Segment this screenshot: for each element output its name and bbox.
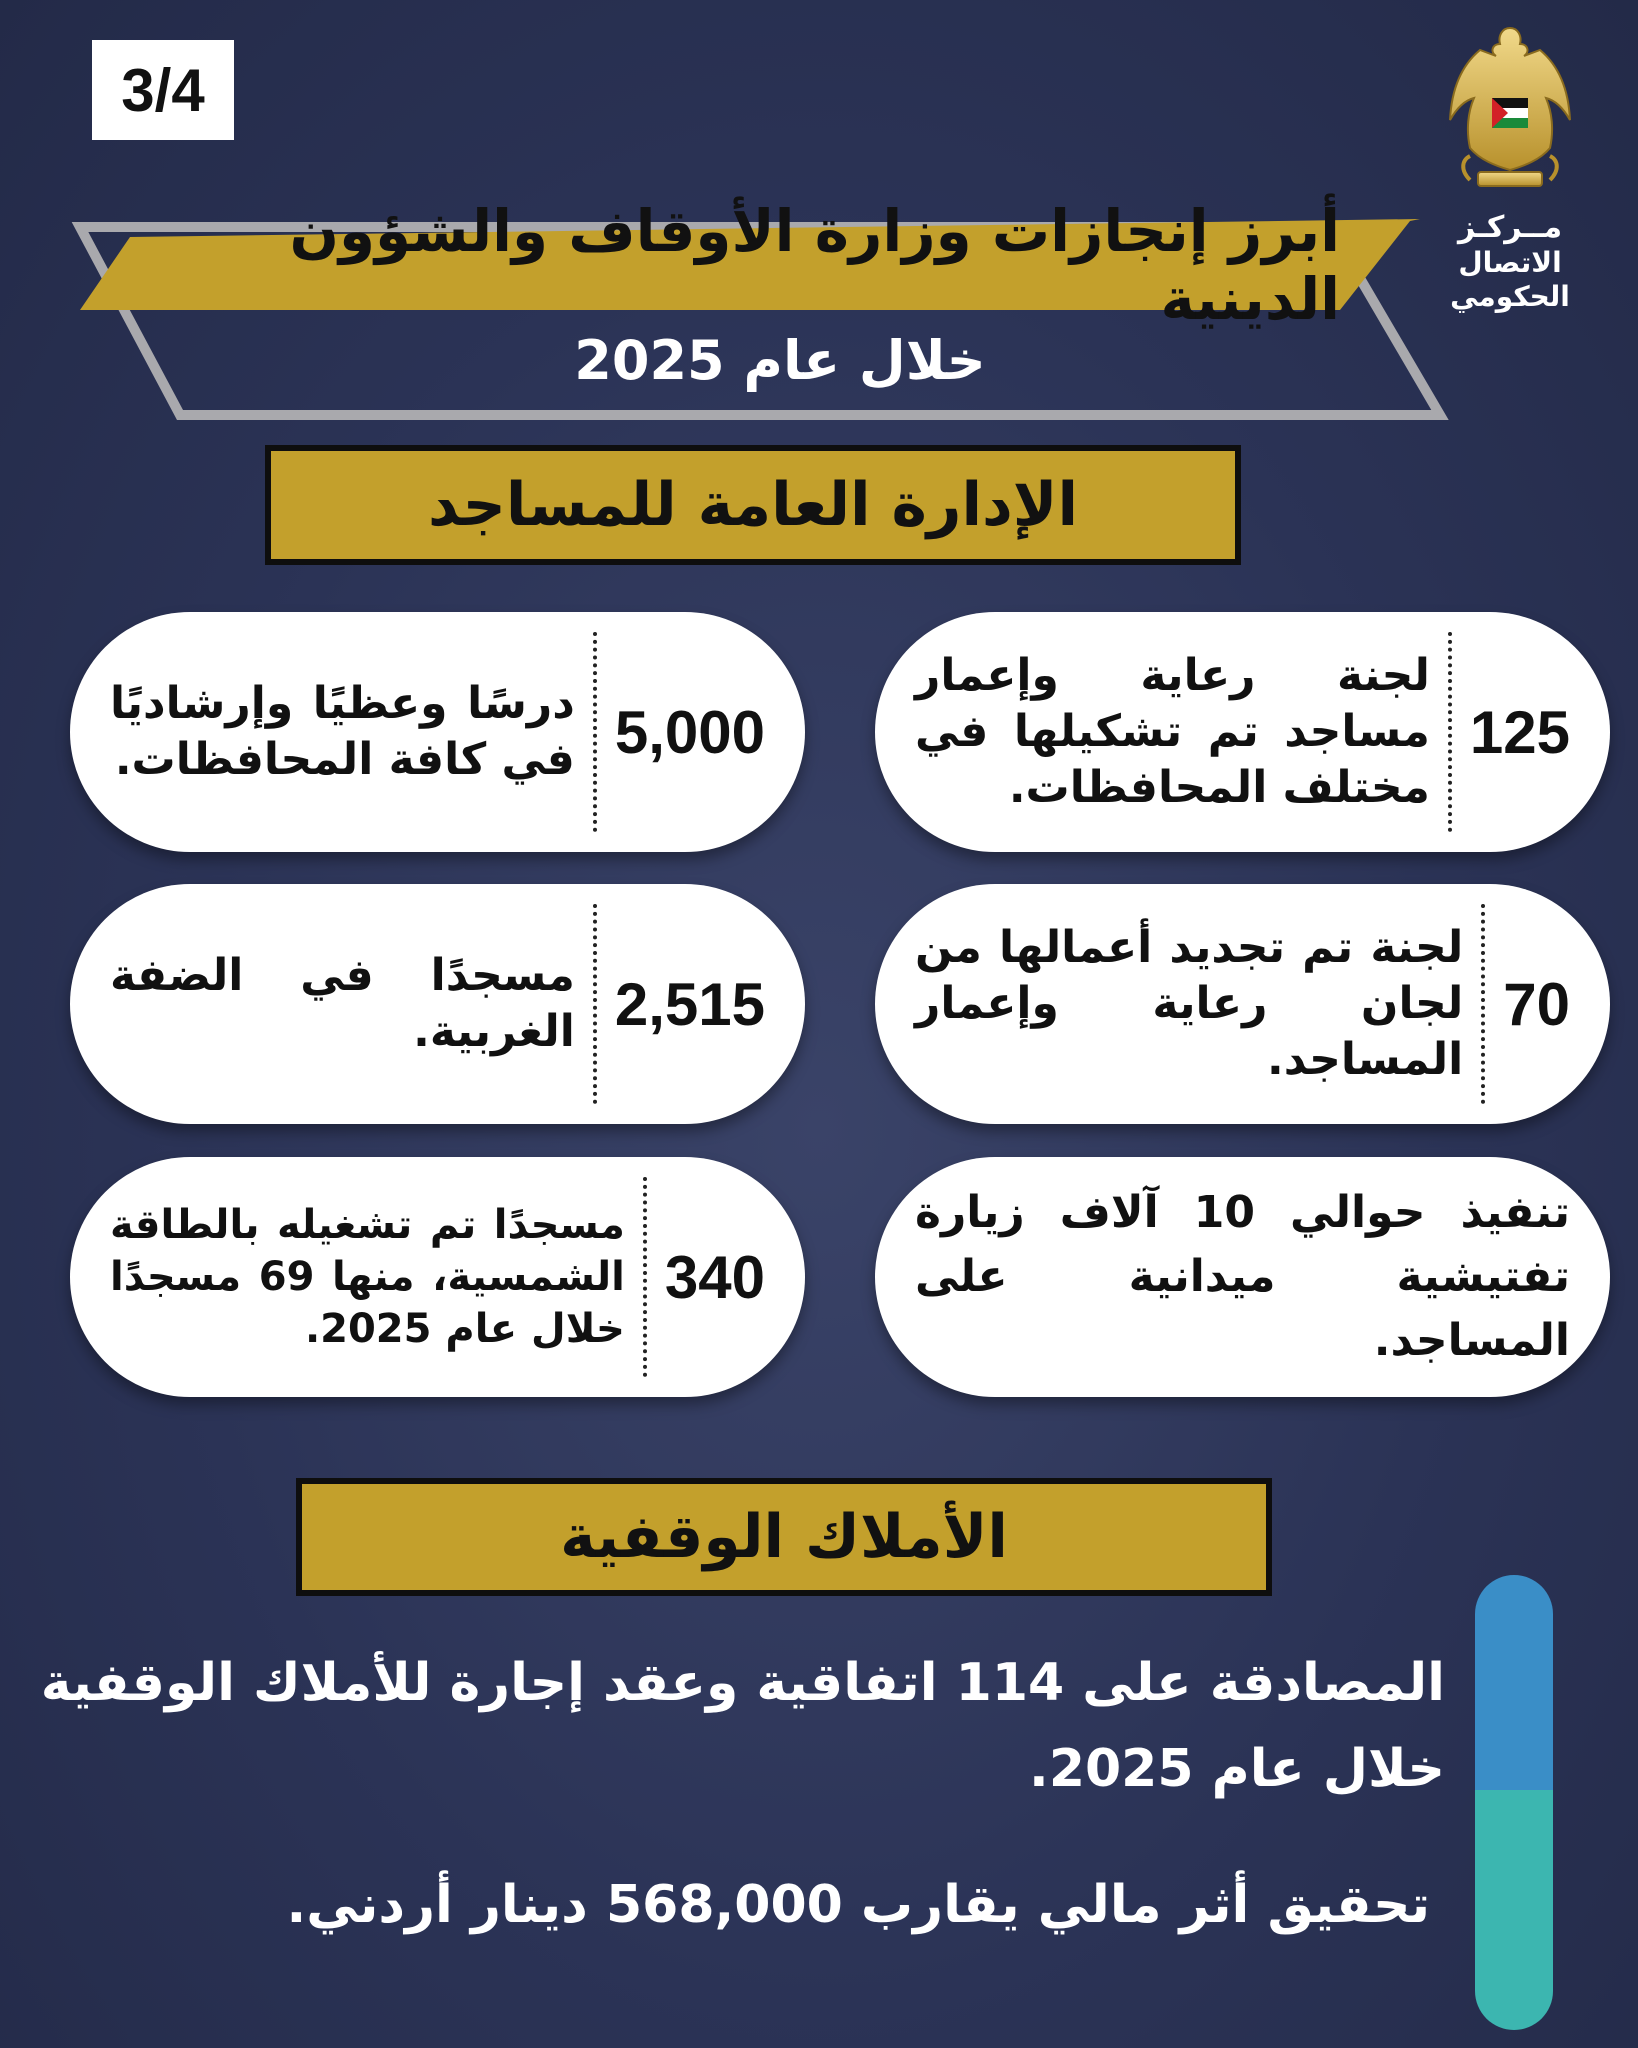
- stat-value: 125: [1469, 698, 1570, 766]
- stat-card: [70, 884, 805, 1124]
- stat-card: [875, 612, 1610, 852]
- stat-text: درسًا وعظيًا وإرشاديًا في كافة المحافظات.: [110, 678, 575, 785]
- waqf-accent-bar: [1475, 1575, 1553, 2030]
- stat-text: لجنة تم تجديد أعمالها من لجان رعاية وإعمار المساجد.: [915, 922, 1464, 1085]
- logo-line-2: الاتصال الحكومي: [1450, 246, 1570, 313]
- stat-card: [875, 1157, 1610, 1397]
- accent-bar-blue: [1475, 1575, 1553, 1790]
- waqf-item: تحقيق أثر مالي يقارب 568,000 دينار أردني.: [286, 1875, 1430, 1935]
- sub-title: خلال عام 2025: [574, 328, 986, 392]
- stat-value: 5,000: [614, 698, 765, 766]
- main-title: أبرز إنجازات وزارة الأوقاف والشؤون الدينية: [289, 197, 1340, 333]
- stat-value: 340: [664, 1243, 765, 1311]
- stat-text: تنفيذ حوالي 10 آلاف زيارة تفتيشية ميدانية على المساجد.: [915, 1187, 1570, 1366]
- accent-bar-teal: [1475, 1790, 1553, 2030]
- palestine-eagle-emblem-icon: [1440, 20, 1580, 200]
- page-number-badge: 3/4: [92, 40, 234, 140]
- stat-card: [70, 612, 805, 852]
- stat-card: [70, 1157, 805, 1397]
- dotted-divider: [643, 1177, 647, 1377]
- dotted-divider: [593, 904, 597, 1104]
- dotted-divider: [593, 632, 597, 832]
- section-heading-mosques: الإدارة العامة للمساجد: [265, 445, 1241, 565]
- stat-text: لجنة رعاية وإعمار مساجد تم تشكيلها في مختلف المحافظات.: [915, 650, 1430, 813]
- dotted-divider: [1448, 632, 1452, 832]
- dotted-divider: [1481, 904, 1485, 1104]
- waqf-item: المصادقة على 114 اتفاقية وعقد إجارة للأملاك الوقفية خلال عام 2025.: [40, 1653, 1445, 1799]
- stat-value: 2,515: [614, 970, 765, 1038]
- stat-text: مسجدًا في الضفة الغربية.: [110, 950, 575, 1057]
- stat-value: 70: [1503, 970, 1570, 1038]
- stat-text: مسجدًا تم تشغيله بالطاقة الشمسية، منها 69 مسجدًا خلال عام 2025.: [110, 1202, 625, 1352]
- stat-card: [875, 884, 1610, 1124]
- logo-line-1: مــركـز: [1457, 210, 1563, 245]
- section-heading-waqf: الأملاك الوقفية: [296, 1478, 1272, 1596]
